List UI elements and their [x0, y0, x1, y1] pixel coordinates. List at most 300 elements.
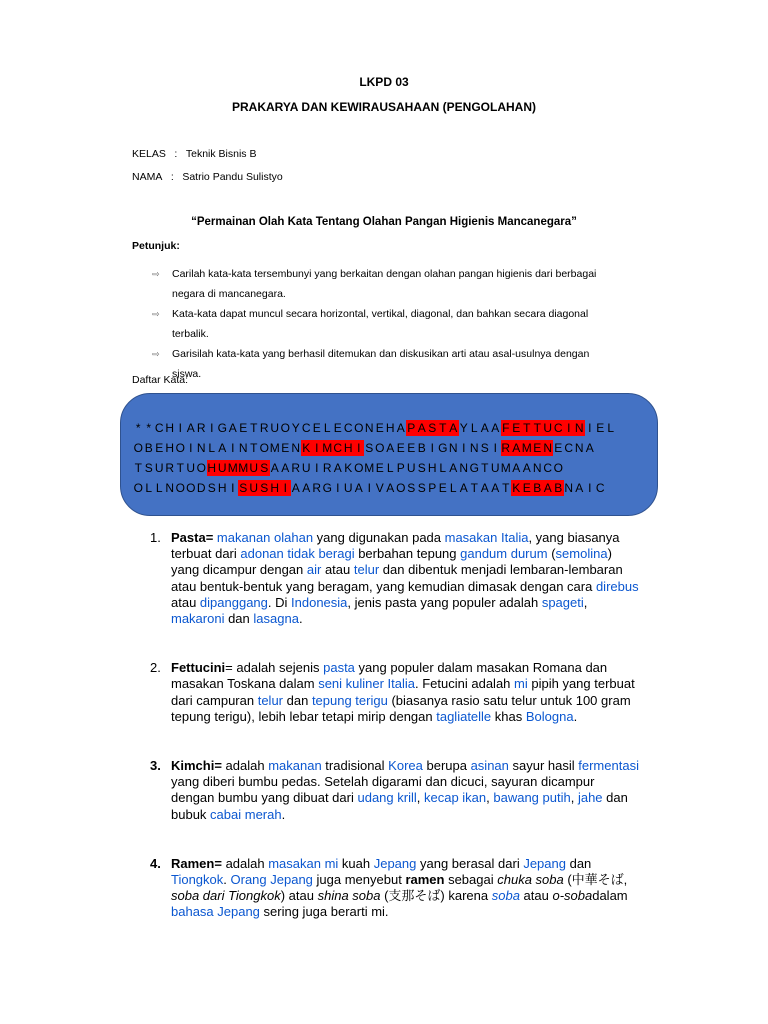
definition-text: , [416, 790, 424, 806]
puzzle-letter: E [281, 441, 290, 455]
definition-text: sayur hasil [508, 758, 579, 774]
puzzle-letter: U [490, 461, 500, 475]
definition-text: dan [283, 692, 312, 708]
puzzle-letter: A [228, 421, 237, 435]
puzzle-letter: A [543, 481, 552, 495]
reference-link[interactable]: air [306, 562, 322, 578]
puzzle-letter: I [430, 441, 434, 455]
puzzle-letter: I [231, 441, 235, 455]
worksheet-code: LKPD 03 [359, 75, 409, 89]
definition-text: sebagai [444, 872, 498, 888]
reference-link[interactable]: direbus [595, 578, 639, 594]
puzzle-letter: H [165, 441, 175, 455]
definition-text: , [486, 790, 494, 806]
puzzle-letter: A [291, 481, 300, 495]
puzzle-letter: A [585, 441, 594, 455]
definition-text: Kimchi= [171, 758, 222, 774]
puzzle-letter: * [146, 421, 152, 435]
puzzle-letter: A [396, 421, 405, 435]
definition-text: Pasta [171, 530, 206, 545]
puzzle-letter: G [469, 461, 479, 475]
puzzle-letter: S [417, 461, 426, 475]
puzzle-letter: T [176, 461, 184, 475]
puzzle-letter: T [250, 441, 258, 455]
reference-link[interactable]: seni kuliner Italia [318, 676, 416, 692]
definition-text: dan [565, 855, 592, 871]
definition-text: ) atau [280, 888, 318, 904]
definition-text: juga menyebut [312, 872, 406, 888]
puzzle-letter: O [280, 421, 290, 435]
definition-text: dan [224, 611, 254, 627]
reference-link[interactable]: Jepang [373, 855, 417, 871]
definition-text: Fettucini [171, 660, 226, 676]
reference-link[interactable]: Bologna [525, 708, 574, 724]
puzzle-letter: E [396, 441, 405, 455]
definition-text: yang populer dalam masakan Romana dan masakan Toskana dalam [171, 660, 608, 692]
puzzle-letter: A [386, 481, 395, 495]
reference-link[interactable]: makanan olahan [216, 530, 314, 545]
definition-text: . Fetucini adalah [415, 676, 515, 692]
definition-text: (biasanya rasio satu telur untuk 100 gram tepung terigu), lebih lebar tetapi mirip dengan [171, 692, 631, 724]
definition-text: chuka soba [497, 872, 564, 888]
definition-text: atau [321, 562, 354, 578]
puzzle-letter: K [512, 481, 521, 495]
puzzle-letter: A [386, 441, 395, 455]
reference-link[interactable]: telur [257, 692, 284, 708]
puzzle-letter: I [231, 481, 235, 495]
puzzle-letter: A [480, 481, 489, 495]
puzzle-letter: P [396, 461, 405, 475]
puzzle-letter: E [333, 421, 342, 435]
instruction-text: Kata-kata dapat muncul secara horizontal, vertikal, diagonal, dan bahkan secara diagonal terbalik. [172, 308, 589, 340]
puzzle-letter: Y [459, 421, 468, 435]
puzzle-letter: R [196, 421, 206, 435]
definition-text: atau [171, 594, 200, 610]
reference-link[interactable]: adonan tidak beragi [240, 546, 355, 562]
puzzle-letter: U [249, 461, 259, 475]
puzzle-letter: A [575, 481, 584, 495]
puzzle-letter: S [207, 481, 216, 495]
puzzle-letter: T [523, 421, 531, 435]
puzzle-letter: I [493, 441, 497, 455]
puzzle-letter: I [336, 481, 340, 495]
puzzle-letter: I [178, 421, 182, 435]
puzzle-letter: C [543, 461, 553, 475]
puzzle-letter: C [564, 441, 574, 455]
puzzle-letter: U [186, 461, 196, 475]
puzzle-letter: N [574, 441, 584, 455]
puzzle-letter: L [449, 481, 457, 495]
puzzle-letter: E [312, 421, 321, 435]
reference-link[interactable]: masakan mi [268, 855, 339, 871]
instructions-heading: Petunjuk: [132, 240, 180, 252]
puzzle-letter: A [186, 421, 195, 435]
puzzle-letter: E [596, 421, 605, 435]
puzzle-letter: P [428, 481, 437, 495]
reference-link[interactable]: telur [353, 562, 380, 578]
puzzle-letter: N [165, 481, 175, 495]
puzzle-letter: N [574, 421, 584, 435]
definition-text: kuah [338, 855, 374, 871]
puzzle-letter: P [407, 421, 416, 435]
puzzle-letter: L [145, 481, 153, 495]
puzzle-letter: A [354, 481, 363, 495]
puzzle-letter: C [343, 421, 353, 435]
puzzle-letter: L [470, 421, 478, 435]
reference-link[interactable]: Orang Jepang [230, 872, 313, 888]
puzzle-letter: O [133, 481, 143, 495]
puzzle-letter: L [208, 441, 216, 455]
reference-link[interactable]: fermentasi [578, 758, 639, 774]
puzzle-letter: C [553, 421, 563, 435]
definition-text: , yang biasanya terbuat dari [171, 530, 620, 562]
class-separator: : [174, 148, 178, 160]
puzzle-letter: I [315, 461, 319, 475]
definition-text: dalam [592, 888, 628, 904]
puzzle-letter: A [333, 461, 342, 475]
puzzle-letter: S [144, 461, 153, 475]
puzzle-letter: A [491, 421, 500, 435]
definition-text: yang berasal dari [416, 855, 524, 871]
puzzle-letter: S [239, 481, 248, 495]
reference-link[interactable]: dipanggang [199, 594, 268, 610]
reference-link[interactable]: lasagna [253, 611, 299, 627]
definition-text: = [205, 530, 217, 545]
puzzle-letter: E [554, 441, 563, 455]
puzzle-letter: S [260, 481, 269, 495]
puzzle-letter: E [533, 441, 542, 455]
puzzle-letter: O [354, 421, 364, 435]
puzzle-letter: S [417, 481, 426, 495]
reference-link[interactable]: asinan [470, 758, 509, 774]
puzzle-letter: I [462, 441, 466, 455]
puzzle-row [133, 460, 564, 476]
reference-link[interactable]: pasta [323, 660, 355, 676]
puzzle-letter: I [312, 440, 323, 456]
puzzle-letter: U [154, 461, 164, 475]
puzzle-letter: U [217, 461, 227, 475]
instruction-item [152, 264, 602, 304]
class-label: KELAS [132, 148, 166, 160]
puzzle-letter: T [250, 421, 258, 435]
reference-link[interactable]: spageti [541, 594, 584, 610]
definition-text: adalah [221, 855, 269, 871]
puzzle-letter: U [406, 461, 416, 475]
puzzle-letter: Y [291, 421, 300, 435]
puzzle-letter: * [135, 421, 141, 435]
puzzle-letter: B [417, 441, 426, 455]
puzzle-letter: A [449, 461, 458, 475]
name-label: NAMA [132, 171, 163, 183]
puzzle-letter: N [564, 481, 574, 495]
definition-item [150, 758, 640, 823]
definition-text: Ramen= [171, 855, 222, 871]
reference-link[interactable]: udang krill [357, 790, 417, 806]
puzzle-letter: O [186, 481, 196, 495]
puzzle-letter: O [396, 481, 406, 495]
reference-link[interactable]: cabai merah [210, 806, 282, 822]
definition-item [150, 660, 640, 725]
puzzle-letter: I [588, 421, 592, 435]
definition-text: o-soba [552, 888, 593, 904]
puzzle-letter: M [322, 441, 333, 455]
reference-link[interactable]: bahasa Jepang [171, 904, 260, 920]
subject-title: PRAKARYA DAN KEWIRAUSAHAAN (PENGOLAHAN) [231, 100, 536, 114]
puzzle-letter: E [512, 421, 521, 435]
reference-link[interactable]: bawang putih [493, 790, 571, 806]
definition-item [150, 856, 640, 921]
puzzle-letter: N [532, 461, 542, 475]
puzzle-letter: E [375, 461, 384, 475]
reference-link[interactable]: mi [514, 676, 528, 692]
puzzle-letter: A [449, 421, 458, 435]
puzzle-letter: I [588, 481, 592, 495]
puzzle-letter: A [218, 441, 227, 455]
class-field [132, 148, 256, 160]
puzzle-letter: A [512, 441, 521, 455]
reference-link[interactable]: masakan Italia [444, 530, 529, 545]
name-field [132, 171, 283, 183]
instruction-item [152, 344, 602, 384]
puzzle-letter: L [607, 421, 615, 435]
puzzle-letter: H [270, 481, 280, 495]
reference-link[interactable]: Jepang [523, 855, 566, 871]
puzzle-letter: A [491, 481, 500, 495]
definition-text: yang digunakan pada [313, 530, 445, 545]
puzzle-letter: M [521, 441, 532, 455]
puzzle-letter: I [564, 420, 575, 436]
puzzle-letter: S [365, 441, 374, 455]
definition-text: , [570, 790, 578, 806]
name-value: Satrio Pandu Sulistyo [182, 171, 283, 183]
reference-link[interactable]: tagliatelle [436, 708, 492, 724]
puzzle-letter: N [448, 441, 458, 455]
puzzle-letter: B [554, 481, 563, 495]
puzzle-letter: T [439, 421, 447, 435]
puzzle-letter: N [291, 441, 301, 455]
puzzle-letter: A [302, 481, 311, 495]
puzzle-letter: O [196, 461, 206, 475]
definition-text: (中華そば, [563, 872, 628, 888]
puzzle-letter: A [417, 421, 426, 435]
puzzle-letter: N [543, 441, 553, 455]
word-list-label: Daftar Kata: [132, 374, 189, 386]
puzzle-letter: C [301, 421, 311, 435]
puzzle-letter: V [375, 481, 384, 495]
definition-text: ) yang dicampur dengan [171, 546, 612, 578]
definition-item [150, 530, 640, 627]
puzzle-letter: M [269, 441, 280, 455]
puzzle-letter: S [480, 441, 489, 455]
puzzle-letter: L [155, 481, 163, 495]
puzzle-letter: G [322, 481, 332, 495]
puzzle-letter: T [134, 461, 142, 475]
definition-text: yang diberi bumbu pedas. Setelah digarami dan dicuci, sayuran dicampur dengan bumbu yang dibuat dari [171, 774, 595, 806]
puzzle-letter: H [217, 481, 227, 495]
definition-text: . [281, 806, 286, 822]
puzzle-letter: U [543, 421, 553, 435]
definition-number: 1. [150, 530, 161, 545]
instruction-item [152, 304, 602, 344]
puzzle-letter: H [207, 461, 217, 475]
reference-link[interactable]: Indonesia [291, 594, 348, 610]
puzzle-letter: M [238, 461, 249, 475]
definition-text: , jenis pasta yang populer adalah [347, 594, 542, 610]
definition-text: (支那そば) karena [380, 888, 492, 904]
puzzle-letter: S [428, 421, 437, 435]
definition-text: , [583, 594, 588, 610]
definition-text: berupa [422, 758, 471, 774]
definition-text: soba dari Tiongkok [171, 888, 281, 904]
reference-link[interactable]: makaroni [171, 611, 225, 627]
puzzle-letter: K [344, 461, 353, 475]
puzzle-letter: O [133, 441, 143, 455]
puzzle-letter: I [354, 440, 365, 456]
definition-text: tradisional [321, 758, 389, 774]
puzzle-letter: N [238, 441, 248, 455]
puzzle-letter: E [155, 441, 164, 455]
arrow-bullet-icon: ⇨ [152, 269, 160, 279]
puzzle-letter: E [375, 421, 384, 435]
definition-list [150, 530, 640, 954]
reference-link[interactable]: gandum durum [460, 546, 548, 562]
puzzle-letter: K [302, 441, 311, 455]
puzzle-letter: H [343, 441, 353, 455]
instruction-text: Carilah kata-kata tersembunyi yang berkaitan dengan olahan pangan higienis dari berbagai negara di mancanegara. [172, 268, 597, 300]
definition-text: berbahan tepung [354, 546, 461, 562]
definition-text: adalah [221, 758, 269, 774]
puzzle-letter: O [175, 481, 185, 495]
puzzle-letter: A [480, 421, 489, 435]
definition-text: dan dibentuk menjadi lembaran-lembaran atau bentuk-bentuk yang beragam, yang kemudian dimasak dengan cara [171, 562, 623, 594]
definition-text: . [573, 708, 578, 724]
puzzle-letter: T [470, 481, 478, 495]
puzzle-letter: G [438, 441, 448, 455]
puzzle-letter: N [364, 421, 374, 435]
puzzle-letter: H [385, 421, 395, 435]
puzzle-letter: A [522, 461, 531, 475]
word-search-grid [120, 393, 658, 516]
puzzle-letter: B [144, 441, 153, 455]
puzzle-letter: D [196, 481, 206, 495]
puzzle-letter: S [260, 461, 269, 475]
puzzle-letter: N [459, 461, 469, 475]
puzzle-letter: C [333, 441, 343, 455]
definition-text: . [223, 872, 231, 888]
definition-text: . Di [267, 594, 292, 610]
puzzle-letter: C [154, 421, 164, 435]
puzzle-letter: U [343, 481, 353, 495]
definition-text: dan bubuk [171, 790, 628, 822]
reference-link[interactable]: jahe [577, 790, 603, 806]
definition-text: ramen [405, 872, 445, 888]
puzzle-letter: M [227, 461, 238, 475]
reference-link[interactable]: makanan [268, 758, 322, 774]
puzzle-letter: A [270, 461, 279, 475]
puzzle-letter: E [239, 421, 248, 435]
puzzle-letter: E [438, 481, 447, 495]
puzzle-row [133, 440, 595, 456]
puzzle-letter: L [386, 461, 394, 475]
puzzle-letter: I [367, 481, 371, 495]
puzzle-letter: T [502, 481, 510, 495]
puzzle-letter: U [270, 421, 280, 435]
activity-title: “Permainan Olah Kata Tentang Olahan Pangan Higienis Mancanegara” [191, 216, 577, 228]
arrow-bullet-icon: ⇨ [152, 349, 160, 359]
puzzle-letter: H [165, 421, 175, 435]
arrow-bullet-icon: ⇨ [152, 309, 160, 319]
puzzle-letter: U [301, 461, 311, 475]
reference-link[interactable]: kecap ikan [423, 790, 487, 806]
puzzle-letter: E [407, 441, 416, 455]
definition-text: pipih yang terbuat dari campuran [171, 676, 635, 708]
definition-text: khas [491, 708, 526, 724]
puzzle-letter: N [469, 441, 479, 455]
definition-text: shina soba [317, 888, 381, 904]
puzzle-letter: L [323, 421, 331, 435]
puzzle-letter: N [196, 441, 206, 455]
name-separator: : [170, 171, 174, 183]
instruction-text: Garisilah kata-kata yang berhasil ditemukan dan diskusikan arti atau asal-usulnya dengan siswa. [172, 348, 590, 380]
definition-text: ( [547, 546, 556, 562]
puzzle-letter: O [354, 461, 364, 475]
puzzle-row [133, 420, 616, 436]
puzzle-letter: I [210, 421, 214, 435]
puzzle-row [133, 480, 606, 496]
puzzle-letter: O [553, 461, 563, 475]
reference-link[interactable]: semolina [555, 546, 608, 562]
puzzle-letter: S [407, 481, 416, 495]
puzzle-letter: T [481, 461, 489, 475]
puzzle-letter: C [595, 481, 605, 495]
puzzle-letter: O [259, 441, 269, 455]
definition-text: sering juga berarti mi. [259, 904, 389, 920]
reference-link[interactable]: soba [491, 888, 520, 904]
class-value: Teknik Bisnis B [185, 148, 257, 160]
puzzle-letter: U [249, 481, 259, 495]
puzzle-letter: E [522, 481, 531, 495]
reference-link[interactable]: Tiongkok [171, 872, 224, 888]
puzzle-letter: I [189, 441, 193, 455]
puzzle-letter: M [364, 461, 375, 475]
definition-text: . [298, 611, 303, 627]
reference-link[interactable]: Korea [388, 758, 423, 774]
definition-number: 4. [150, 855, 161, 871]
puzzle-letter: H [427, 461, 437, 475]
puzzle-letter: T [533, 421, 541, 435]
puzzle-letter: R [291, 461, 301, 475]
definition-number: 3. [150, 758, 161, 774]
definition-text: atau [519, 888, 553, 904]
puzzle-letter: G [217, 421, 227, 435]
puzzle-letter: F [502, 421, 510, 435]
definition-number: 2. [150, 660, 161, 676]
definition-text: = adalah sejenis [225, 660, 324, 676]
puzzle-letter: R [501, 441, 511, 455]
puzzle-letter: A [281, 461, 290, 475]
puzzle-letter: B [533, 481, 542, 495]
reference-link[interactable]: tepung terigu [311, 692, 388, 708]
puzzle-letter: A [459, 481, 468, 495]
puzzle-letter: R [312, 481, 322, 495]
puzzle-letter: R [259, 421, 269, 435]
puzzle-letter: L [439, 461, 447, 475]
puzzle-letter: R [322, 461, 332, 475]
puzzle-letter: R [165, 461, 175, 475]
puzzle-letter: O [375, 441, 385, 455]
puzzle-letter: A [512, 461, 521, 475]
puzzle-letter: M [500, 461, 511, 475]
